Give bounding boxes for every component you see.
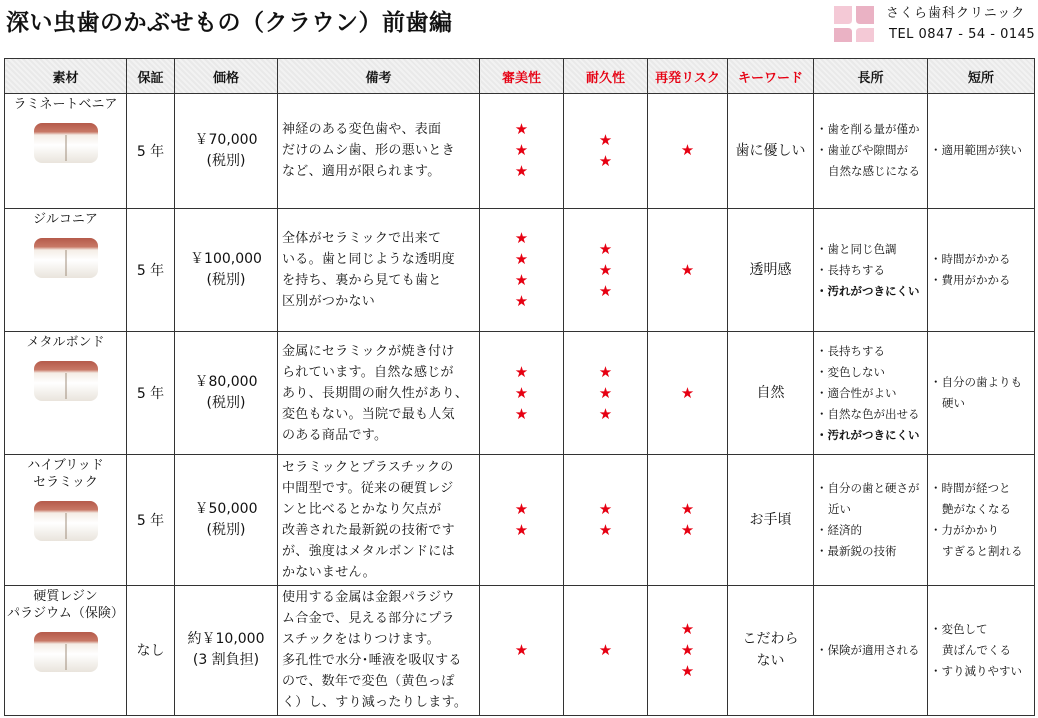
material-name: ジルコニア	[33, 211, 98, 227]
aesthetics-rating: ★ ★ ★	[480, 332, 564, 455]
demerit-item: ・変色して	[930, 621, 988, 636]
demerits-cell	[928, 94, 1035, 209]
notes-line: 使用する金属は金銀パラジウ	[282, 590, 455, 606]
merit-item: 自然な感じになる	[828, 164, 920, 179]
price-note: (税別)	[206, 272, 246, 289]
material-name: メタルボンド	[26, 335, 105, 351]
price-cell	[175, 94, 278, 209]
header-warranty: 保証	[127, 59, 175, 94]
material-name: ラミネートベニア	[13, 97, 118, 112]
page-title: 深い虫歯のかぶせもの（クラウン）前歯編	[6, 10, 453, 36]
demerit-item: 硬い	[942, 396, 965, 411]
price-cell	[175, 332, 278, 455]
notes-line: 改善された最新鋭の技術です	[282, 522, 455, 538]
aesthetics-rating: ★ ★	[480, 455, 564, 585]
keyword-cell: お手頃	[728, 455, 814, 585]
demerit-item: ・すり減りやすい	[930, 663, 1022, 678]
header-price: 価格	[175, 59, 278, 94]
header-merits: 長所	[814, 59, 928, 94]
warranty-cell: なし	[127, 585, 175, 715]
notes-cell	[278, 455, 480, 585]
recurrence-rating: ★ ★	[648, 455, 728, 585]
price-value: ￥50,000	[194, 500, 258, 517]
notes-line: あり、長期間の耐久性があり、	[282, 385, 469, 401]
merit-item: ・適合性がよい	[816, 385, 897, 400]
recurrence-rating: ★ ★ ★	[648, 585, 728, 715]
material-cell	[5, 585, 127, 715]
demerit-item: ・自分の歯よりも	[930, 375, 1022, 390]
merits-cell	[814, 585, 928, 715]
price-value: 約￥10,000	[187, 631, 265, 648]
header-durability: 耐久性	[564, 59, 648, 94]
header-keyword: キーワード	[728, 59, 814, 94]
merit-item: ・歯と同じ色調	[816, 241, 897, 256]
demerit-item: 艶がなくなる	[942, 501, 1011, 516]
demerit-item: すぎると割れる	[942, 543, 1023, 558]
header-recurrence: 再発リスク	[648, 59, 728, 94]
merit-item: ・汚れがつきにくい	[816, 427, 920, 442]
header-row	[5, 59, 1035, 94]
durability-rating: ★	[564, 585, 648, 715]
warranty-cell: 5 年	[127, 208, 175, 331]
notes-line: スチックをはりつけます。	[282, 632, 440, 648]
tooth-photo	[34, 238, 98, 278]
notes-line: ム合金で、見える部分にプラ	[282, 611, 455, 627]
demerit-item: ・力がかかり	[930, 522, 999, 537]
notes-line: ので、数年で変色（黄色っぽ	[282, 674, 455, 690]
table-body	[5, 94, 1035, 716]
clinic-tel: TEL 0847 - 54 - 0145	[889, 27, 1036, 42]
merits-cell	[814, 94, 928, 209]
merit-item: ・汚れがつきにくい	[816, 283, 920, 298]
table-row	[5, 585, 1035, 715]
material-cell	[5, 332, 127, 455]
demerits-cell	[928, 455, 1035, 585]
merit-item: ・歯を削る量が僅か	[816, 122, 920, 137]
merits-cell	[814, 455, 928, 585]
notes-line: 全体がセラミックで出来て	[282, 231, 442, 247]
price-note: (税別)	[206, 521, 246, 538]
warranty-cell: 5 年	[127, 455, 175, 585]
material-cell	[5, 208, 127, 331]
demerits-cell	[928, 585, 1035, 715]
notes-line: く）し、すり減ったりします。	[282, 695, 468, 711]
sakura-logo-icon	[832, 4, 876, 44]
notes-line: ンと比べるとかなり欠点が	[282, 501, 442, 517]
demerit-item: 黄ばんでくる	[942, 642, 1011, 657]
demerits-cell	[928, 208, 1035, 331]
aesthetics-rating: ★ ★ ★	[480, 94, 564, 209]
notes-line: など、適用が限られます。	[282, 164, 441, 180]
merit-item: ・変色しない	[816, 364, 885, 379]
comparison-table	[4, 58, 1035, 716]
notes-line: 神経のある変色歯や、表面	[282, 122, 442, 138]
price-note: (3 割負担)	[192, 652, 260, 669]
notes-line: 中間型です。従来の硬質レジ	[282, 480, 454, 496]
price-note: (税別)	[206, 152, 246, 169]
price-value: ￥100,000	[190, 251, 262, 268]
merit-item: ・歯並びや隙間が	[816, 143, 908, 158]
keyword-cell: 自然	[728, 332, 814, 455]
recurrence-rating: ★	[648, 208, 728, 331]
merit-item: ・長持ちする	[816, 343, 885, 358]
durability-rating: ★ ★ ★	[564, 208, 648, 331]
demerit-item: ・時間がかかる	[930, 252, 1011, 267]
durability-rating: ★ ★	[564, 94, 648, 209]
durability-rating: ★ ★ ★	[564, 332, 648, 455]
notes-line: を持ち、裏から見ても歯と	[282, 273, 442, 289]
merit-item: 近い	[828, 501, 851, 516]
price-note: (税別)	[206, 395, 246, 412]
merit-item: ・経済的	[816, 522, 862, 537]
notes-cell	[278, 332, 480, 455]
price-cell	[175, 455, 278, 585]
merits-cell	[814, 208, 928, 331]
keyword-cell: 歯に優しい	[728, 94, 814, 209]
price-cell	[175, 208, 278, 331]
merit-item: ・長持ちする	[816, 262, 885, 277]
merit-item: ・自然な色が出せる	[816, 406, 920, 421]
tooth-photo	[34, 632, 98, 672]
price-value: ￥80,000	[194, 374, 258, 391]
table-row	[5, 208, 1035, 331]
merit-item: ・保険が適用される	[816, 642, 920, 657]
notes-line: が、強度はメタルボンドには	[282, 543, 455, 559]
header-material: 素材	[5, 59, 127, 94]
notes-line: 区別がつかない	[282, 294, 376, 310]
material-name: ハイブリッド セラミック	[27, 458, 104, 491]
notes-line: 変色もない。当院で最も人気	[282, 406, 455, 422]
notes-line: いる。歯と同じような透明度	[282, 252, 455, 268]
material-cell	[5, 455, 127, 585]
table-row	[5, 94, 1035, 209]
tooth-photo	[34, 361, 98, 401]
keyword-cell: 透明感	[728, 208, 814, 331]
notes-line: られています。自然な感じが	[282, 364, 454, 380]
merit-item: ・自分の歯と硬さが	[816, 480, 920, 495]
demerit-item: ・適用範囲が狭い	[930, 143, 1022, 158]
warranty-cell: 5 年	[127, 332, 175, 455]
demerit-item: ・時間が経つと	[930, 480, 1011, 495]
aesthetics-rating: ★ ★ ★ ★	[480, 208, 564, 331]
price-value: ￥70,000	[194, 131, 258, 148]
material-cell	[5, 94, 127, 209]
tooth-photo	[34, 123, 98, 163]
table-row	[5, 455, 1035, 585]
notes-cell	[278, 208, 480, 331]
header-aesthetics: 審美性	[480, 59, 564, 94]
notes-cell	[278, 94, 480, 209]
aesthetics-rating: ★	[480, 585, 564, 715]
recurrence-rating: ★	[648, 332, 728, 455]
notes-line: セラミックとプラスチックの	[282, 459, 454, 475]
notes-line: のある商品です。	[282, 427, 388, 443]
demerits-cell	[928, 332, 1035, 455]
demerit-item: ・費用がかかる	[930, 273, 1011, 288]
material-name: 硬質レジン パラジウム（保険）	[7, 588, 124, 621]
header-demerits: 短所	[928, 59, 1035, 94]
warranty-cell: 5 年	[127, 94, 175, 209]
merits-cell	[814, 332, 928, 455]
notes-line: だけのムシ歯、形の悪いとき	[282, 143, 455, 159]
clinic-name: さくら歯科クリニック	[886, 6, 1026, 21]
tooth-photo	[34, 501, 98, 541]
header-notes: 備考	[278, 59, 480, 94]
notes-cell	[278, 585, 480, 715]
durability-rating: ★ ★	[564, 455, 648, 585]
notes-line: 多孔性で水分･唾液を吸収する	[282, 653, 462, 669]
price-cell	[175, 585, 278, 715]
keyword-cell: こだわら ない	[728, 585, 814, 715]
notes-line: 金属にセラミックが焼き付け	[282, 343, 455, 359]
recurrence-rating: ★	[648, 94, 728, 209]
notes-line: かないません。	[282, 564, 376, 580]
merit-item: ・最新鋭の技術	[816, 543, 897, 558]
table-row	[5, 332, 1035, 455]
